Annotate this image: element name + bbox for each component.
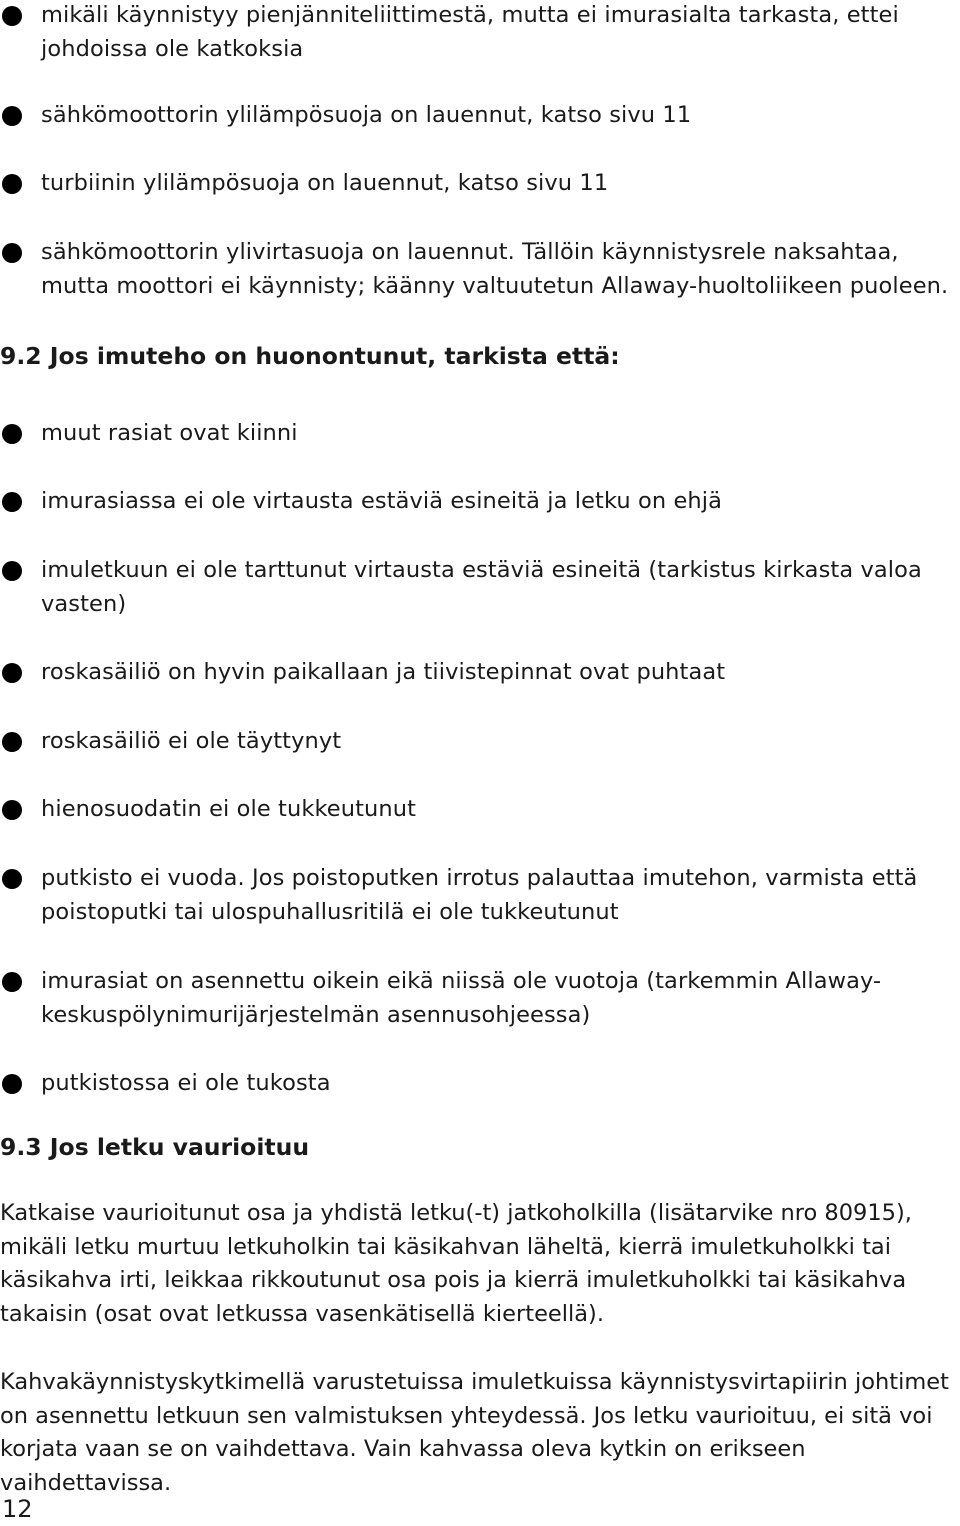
list-item-text: mikäli käynnistyy pienjänniteliittimestä, mutta ei imurasialta tarkasta, ettei johdoissa ole katkoksia: [41, 2, 899, 62]
list-item-text: roskasäiliö on hyvin paikallaan ja tiivistepinnat ovat puhtaat: [41, 659, 726, 685]
bullet-icon: [2, 243, 22, 263]
list-item-text: imuletkuun ei ole tarttunut virtausta estäviä esineitä (tarkistus kirkasta valoa vasten): [41, 557, 922, 617]
bullet-icon: [2, 1074, 22, 1094]
bullet-icon: [2, 424, 22, 444]
bullet-icon: [2, 732, 22, 752]
bullet-icon: [2, 106, 22, 126]
bullet-icon: [2, 6, 22, 26]
list-item-text: putkisto ei vuoda. Jos poistoputken irrotus palauttaa imutehon, varmista että poistoputki tai ulospuhallusritilä ei ole tukkeutunut: [41, 865, 918, 925]
bullet-icon: [2, 663, 22, 683]
bullet-icon: [2, 561, 22, 581]
section-heading-9-2: 9.2 Jos imuteho on huonontunut, tarkista että:: [0, 342, 620, 370]
list-item-text: putkistossa ei ole tukosta: [41, 1070, 331, 1096]
list-item-text: muut rasiat ovat kiinni: [41, 420, 298, 446]
list-item-text: turbiinin ylilämpösuoja on lauennut, katso sivu 11: [41, 170, 609, 196]
bullet-icon: [2, 869, 22, 889]
bullet-icon: [2, 174, 22, 194]
list-item-text: hienosuodatin ei ole tukkeutunut: [41, 796, 417, 822]
paragraph: Katkaise vaurioitunut osa ja yhdistä letku(-t) jatkoholkilla (lisätarvike nro 80915), mikäli letku murtuu letkuholkin tai käsikahvan läheltä, kierrä imuletkuholkki tai käsikahva irti, leikkaa rikkoutunut osa pois ja kierrä imuletkuholkki tai käsikahva takaisin (osat ovat letkussa vasenkätisellä kierteellä).: [0, 1200, 912, 1327]
bullet-icon: [2, 800, 22, 820]
list-item-text: imurasiassa ei ole virtausta estäviä esineitä ja letku on ehjä: [41, 488, 723, 514]
list-item-text: sähkömoottorin ylilämpösuoja on lauennut, katso sivu 11: [41, 102, 692, 128]
list-item-text: imurasiat on asennettu oikein eikä niissä ole vuotoja (tarkemmin Allaway-keskuspölynimurijärjestelmän asennusohjeessa): [41, 968, 882, 1028]
paragraph: Kahvakäynnistyskytkimellä varustetuissa imuletkuissa käynnistysvirtapiirin johtimet on asennettu letkuun sen valmistuksen yhteydessä. Jos letku vaurioituu, ei sitä voi korjata vaan se on vaihdettava. Vain kahvassa oleva kytkin on erikseen vaihdettavissa.: [0, 1369, 949, 1496]
list-item-text: sähkömoottorin ylivirtasuoja on lauennut. Tällöin käynnistysrele naksahtaa, mutta moottori ei käynnisty; käänny valtuutetun Allaway-huoltoliikeen puoleen.: [41, 239, 949, 299]
section-heading-9-3: 9.3 Jos letku vaurioituu: [0, 1133, 310, 1161]
page-number: 12: [2, 1495, 33, 1523]
bullet-icon: [2, 492, 22, 512]
bullet-icon: [2, 972, 22, 992]
list-item-text: roskasäiliö ei ole täyttynyt: [41, 728, 342, 754]
